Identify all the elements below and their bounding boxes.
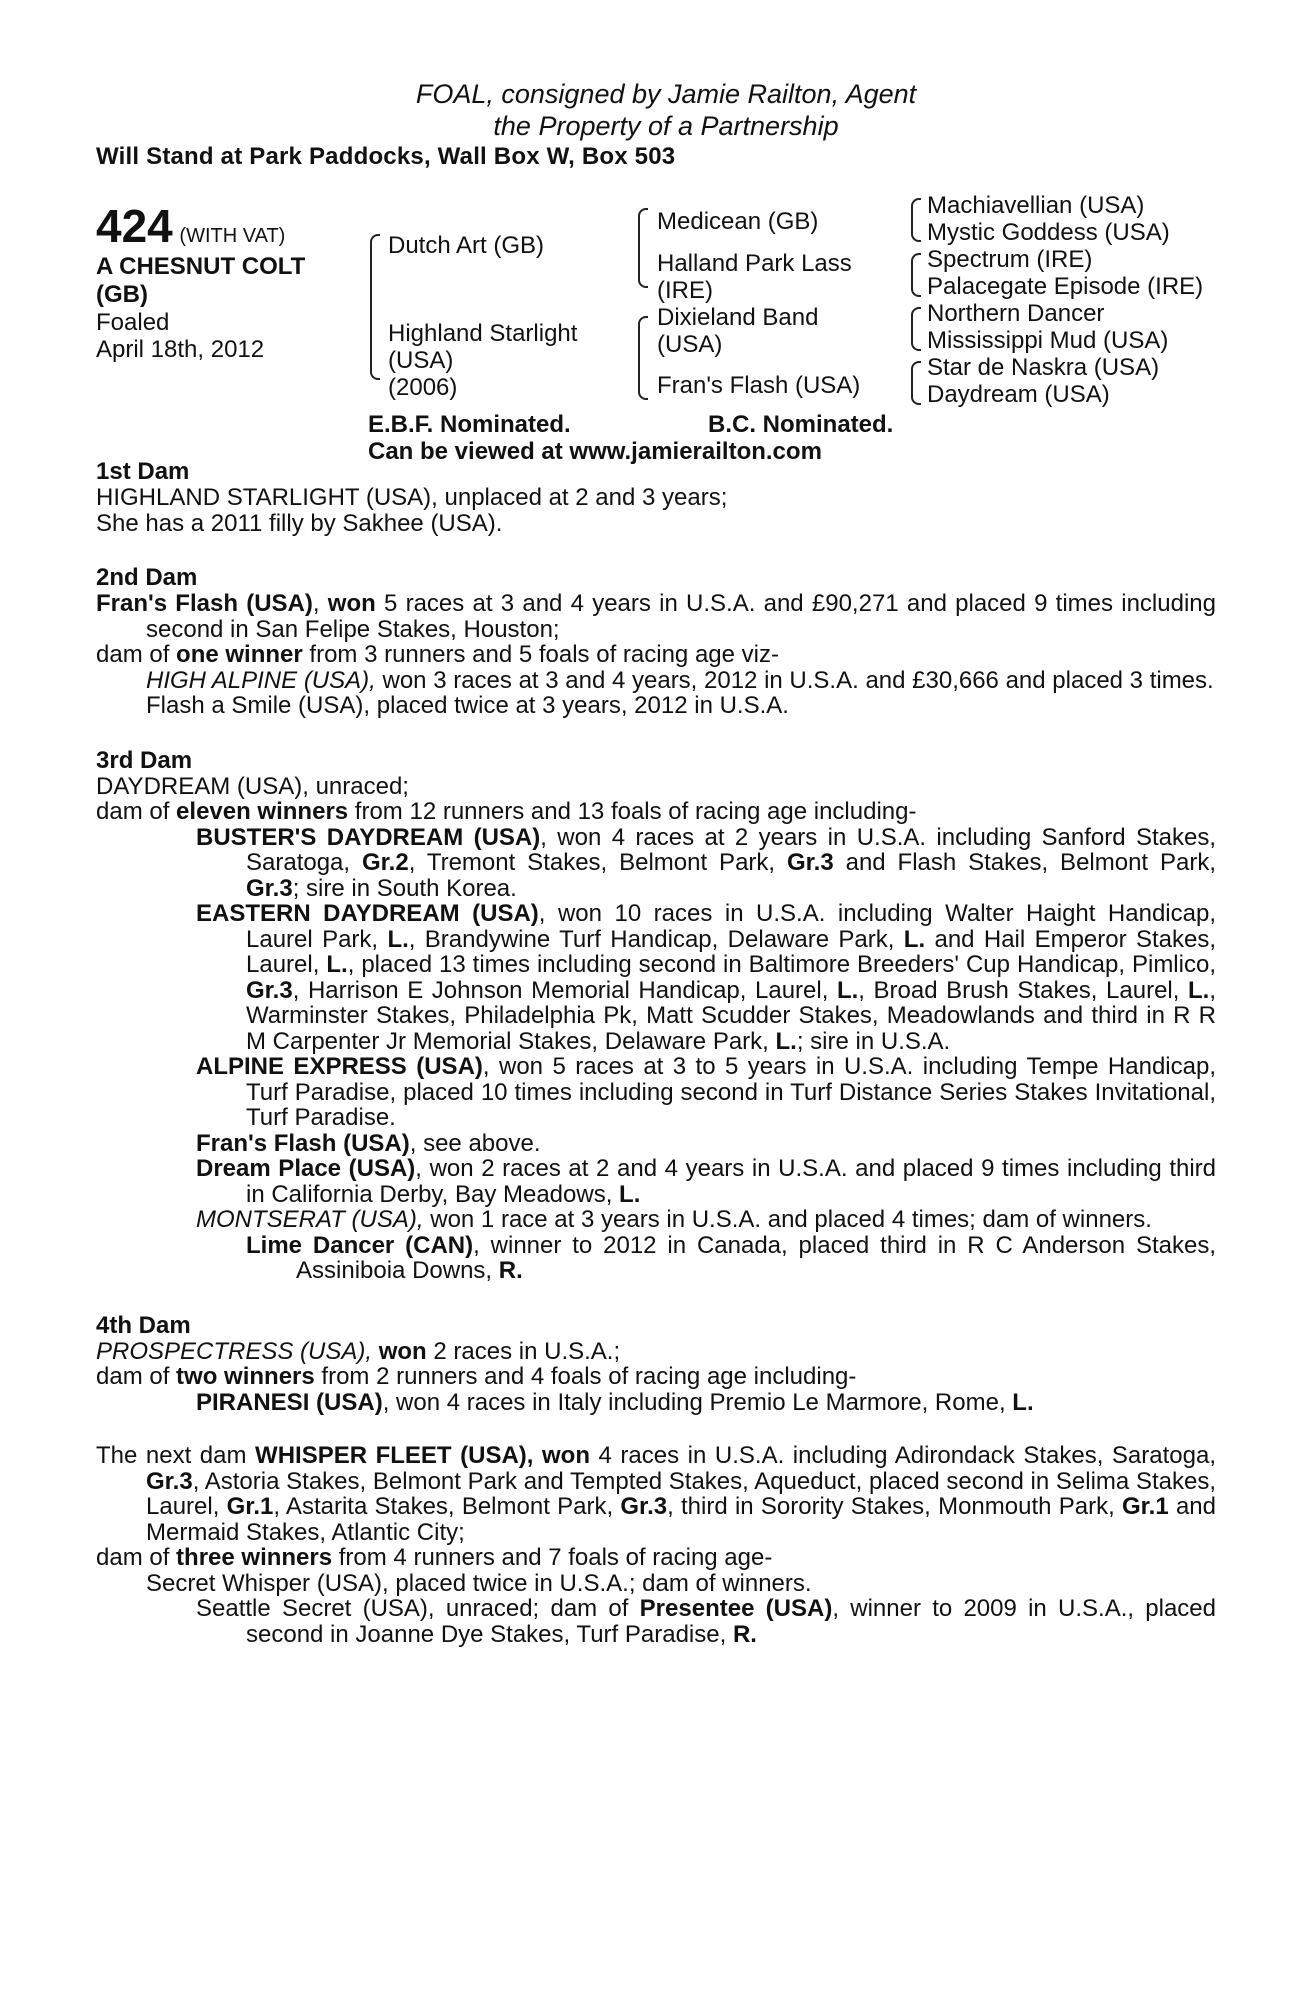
flash-a-smile-entry: Flash a Smile (USA), placed twice at 3 years, 2012 in U.S.A. <box>146 692 789 719</box>
brace-g3 <box>911 307 921 351</box>
fourth-dam-heading: 4th Dam <box>96 1311 191 1339</box>
sire-dam-line2: (IRE) <box>657 277 713 304</box>
next-dam-section <box>96 1443 1216 1647</box>
next-dam-record: The next dam WHISPER FLEET (USA), won 4 races in U.S.A. including Adirondack Stakes, Saratoga, Gr.3, Astoria Stakes, Belmont Park and Tempted Stakes, Aqueduct, placed second in Selima Stakes, Laurel, Gr.1, Astarita Stakes, Belmont Park, Gr.3, third in Sorority Stakes, Monmouth Park, Gr.1 and Mermaid Stakes, Atlantic City; <box>96 1442 1217 1546</box>
next-dam-produce: dam of three winners from 4 runners and 7 foals of racing age- <box>96 1544 773 1571</box>
second-dam-section <box>96 564 1216 719</box>
brace-dam-side <box>638 316 648 400</box>
third-dam-record: DAYDREAM (USA), unraced; <box>96 772 409 800</box>
stand-location: Will Stand at Park Paddocks, Wall Box W, Box 503 <box>96 143 676 170</box>
frans-flash-entry: Fran's Flash (USA), see above. <box>196 1129 541 1157</box>
brace-sire-side <box>638 208 648 288</box>
lot-number: 424 <box>96 200 173 252</box>
dam-year: (2006) <box>388 374 458 401</box>
secret-whisper-entry: Secret Whisper (USA), placed twice in U.S.A.; dam of winners. <box>146 1569 812 1597</box>
consignor-line: FOAL, consigned by Jamie Railton, Agent <box>415 79 917 109</box>
fourth-dam-produce: dam of two winners from 2 runners and 4 foals of racing age including- <box>96 1363 857 1390</box>
second-dam-record: Fran's Flash (USA), won 5 races at 3 and 4 years in U.S.A. and £90,271 and placed 9 times including second in San Felipe Stakes, Houston; <box>96 590 1216 643</box>
brace-g1 <box>911 198 921 242</box>
sire-sire: Medicean (GB) <box>657 208 819 235</box>
second-dam-produce: dam of one winner from 3 runners and 5 foals of racing age viz- <box>96 641 779 668</box>
catalogue-page <box>96 78 1216 1647</box>
sire: Dutch Art (GB) <box>388 232 545 259</box>
vat-note: (WITH VAT) <box>179 225 286 247</box>
dam-line2: (USA) <box>388 347 454 374</box>
dam-sire-line2: (USA) <box>657 331 723 358</box>
viewing-link: Can be viewed at www.jamierailton.com <box>368 438 822 465</box>
second-dam-heading: 2nd Dam <box>96 564 198 591</box>
bc-nominated: B.C. Nominated. <box>708 411 894 438</box>
ebf-nominated: E.B.F. Nominated. <box>368 411 571 438</box>
lime-dancer-entry: Lime Dancer (CAN), winner to 2012 in Canada, placed third in R C Anderson Stakes, Assiniboia Downs, R. <box>246 1231 1216 1284</box>
granddam-2: Palacegate Episode (IRE) <box>927 273 1204 300</box>
montserat-entry: MONTSERAT (USA), won 1 race at 3 years in U.S.A. and placed 4 times; dam of winners. <box>196 1206 1152 1233</box>
granddam-4: Daydream (USA) <box>927 381 1110 408</box>
piranesi-entry: PIRANESI (USA), won 4 races in Italy including Premio Le Marmore, Rome, L. <box>196 1388 1034 1416</box>
foaled-label: Foaled <box>96 309 170 336</box>
first-dam-produce: She has a 2011 filly by Sakhee (USA). <box>96 509 503 537</box>
grandsire-2: Spectrum (IRE) <box>927 246 1093 273</box>
dam-dam: Fran's Flash (USA) <box>657 372 861 399</box>
brace-gen1 <box>370 234 380 380</box>
third-dam-heading: 3rd Dam <box>96 746 193 774</box>
first-dam-heading: 1st Dam <box>96 458 190 485</box>
brace-g2 <box>911 253 921 297</box>
dam-line1: Highland Starlight <box>388 320 578 347</box>
third-dam-section <box>96 747 1216 1284</box>
sire-dam-line1: Halland Park Lass <box>657 250 852 277</box>
dream-place-entry: Dream Place (USA), won 2 races at 2 and 4 years in U.S.A. and placed 9 times including third in California Derby, Bay Meadows, L. <box>196 1155 1217 1208</box>
brace-g4 <box>911 361 921 405</box>
granddam-1: Mystic Goddess (USA) <box>927 219 1170 246</box>
property-line: the Property of a Partnership <box>493 111 839 141</box>
first-dam-record: HIGHLAND STARLIGHT (USA), unplaced at 2 and 3 years; <box>96 484 728 511</box>
foaled-date: April 18th, 2012 <box>96 336 265 363</box>
granddam-3: Mississippi Mud (USA) <box>927 327 1169 354</box>
dam-sire-line1: Dixieland Band <box>657 304 819 331</box>
fourth-dam-record: PROSPECTRESS (USA), won 2 races in U.S.A.; <box>96 1337 621 1365</box>
pedigree-block <box>96 192 1216 465</box>
alpine-express-entry: ALPINE EXPRESS (USA), won 5 races at 3 to 5 years in U.S.A. including Tempe Handicap, Turf Paradise, placed 10 times including second in Turf Distance Series Stakes Invitational, Turf Paradise. <box>196 1053 1217 1131</box>
lot-number-row <box>96 202 285 250</box>
lot-name-line2: (GB) <box>96 281 148 308</box>
high-alpine-entry: HIGH ALPINE (USA), won 3 races at 3 and 4 years, 2012 in U.S.A. and £30,666 and placed 3 times. <box>146 666 1214 694</box>
seattle-secret-entry: Seattle Secret (USA), unraced; dam of Presentee (USA), winner to 2009 in U.S.A., placed second in Joanne Dye Stakes, Turf Paradise, R. <box>196 1595 1217 1648</box>
third-dam-produce: dam of eleven winners from 12 runners and 13 foals of racing age including- <box>96 798 917 825</box>
grandsire-1: Machiavellian (USA) <box>927 192 1145 219</box>
fourth-dam-section <box>96 1312 1216 1416</box>
grandsire-3: Northern Dancer <box>927 300 1105 327</box>
first-dam-section <box>96 458 1216 536</box>
eastern-daydream-entry: EASTERN DAYDREAM (USA), won 10 races in U.S.A. including Walter Haight Handicap, Laurel Park, L., Brandywine Turf Handicap, Delaware Park, L. and Hail Emperor Stakes, Laurel, L., placed 13 times including second in Baltimore Breeders' Cup Handicap, Pimlico, Gr.3, Harrison E Johnson Memorial Handicap, Laurel, L., Broad Brush Stakes, Laurel, L., Warminster Stakes, Philadelphia Pk, Matt Scudder Stakes, Meadowlands and third in R R M Carpenter Jr Memorial Stakes, Delaware Park, L.; sire in U.S.A. <box>196 900 1217 1055</box>
grandsire-4: Star de Naskra (USA) <box>927 354 1160 381</box>
lot-name-line1: A CHESNUT COLT <box>96 253 306 280</box>
busters-daydream-entry: BUSTER'S DAYDREAM (USA), won 4 races at 2 years in U.S.A. including Sanford Stakes, Saratoga, Gr.2, Tremont Stakes, Belmont Park, Gr.3 and Flash Stakes, Belmont Park, Gr.3; sire in South Korea. <box>196 823 1217 902</box>
